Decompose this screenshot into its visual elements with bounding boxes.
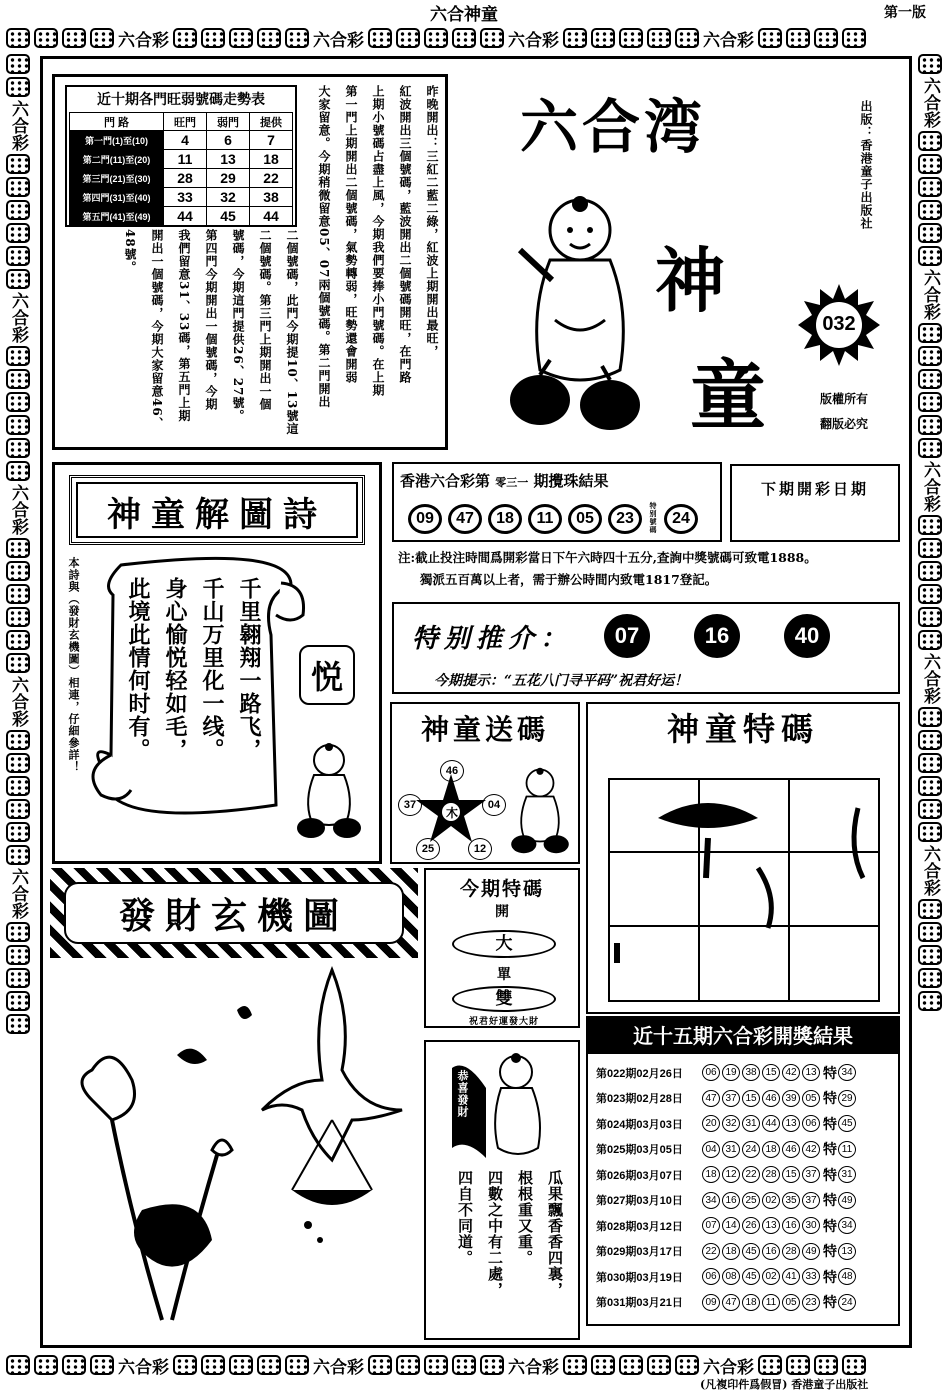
result-special: 11 — [838, 1141, 856, 1158]
draw-title-suffix: 期攪珠結果 — [533, 472, 609, 490]
draw-number: 09 — [408, 504, 442, 534]
result-special: 31 — [838, 1166, 856, 1183]
result-label: 第026期03月07日 — [596, 1169, 683, 1182]
analysis-column: 上期小號碼占盡上風，今期我們要捧小門號碼。在上期 — [371, 85, 385, 397]
page-title: 六合神童 — [430, 5, 498, 25]
border-brand: 六合彩 — [920, 461, 940, 512]
rights-line1: 版權所有 — [820, 392, 869, 406]
baby-poem-line: 四自不同道。 — [456, 1170, 474, 1266]
result-number: 32 — [722, 1115, 740, 1132]
result-number: 44 — [762, 1115, 780, 1132]
right-border — [916, 54, 944, 1350]
result-number: 19 — [722, 1064, 740, 1081]
analysis-text-lower — [115, 229, 301, 441]
result-number: 37 — [802, 1166, 820, 1183]
border-brand: 六合彩 — [8, 292, 28, 343]
result-number: 47 — [702, 1090, 720, 1107]
result-number: 11 — [762, 1294, 780, 1311]
analysis-column: 48號。 — [123, 229, 137, 274]
edition-label: 第一版 — [884, 5, 926, 21]
result-special-label: 特 — [823, 1064, 837, 1081]
table-row — [596, 1264, 898, 1290]
table-cell: 44 — [164, 207, 207, 226]
star-number: 12 — [468, 838, 492, 860]
border-brand: 六合彩 — [8, 868, 28, 919]
table-cell: 29 — [207, 169, 250, 188]
draw-result-title — [400, 470, 609, 491]
draw-number: 05 — [568, 504, 602, 534]
child-illustration — [490, 190, 650, 440]
star-number: 46 — [440, 760, 464, 782]
table-cell: 38 — [250, 188, 293, 207]
result-special-label: 特 — [823, 1268, 837, 1285]
recommend-number: 07 — [604, 614, 650, 658]
table-cell: 第二門(11)至(20) — [70, 150, 164, 169]
result-number: 14 — [722, 1217, 740, 1234]
trend-table — [69, 112, 293, 226]
border-brand: 六合彩 — [508, 30, 559, 51]
baby-poem-line: 瓜果飄香香四裏， — [546, 1170, 564, 1298]
result-number: 16 — [762, 1243, 780, 1260]
border-brand: 六合彩 — [920, 845, 940, 896]
result-label: 第029期03月17日 — [596, 1246, 683, 1259]
recommend-title: 特别推介： — [412, 624, 573, 654]
result-label: 第025期03月05日 — [596, 1144, 683, 1157]
column-header: 弱門 — [207, 113, 250, 131]
result-special-label: 特 — [823, 1217, 837, 1234]
poem-box — [52, 462, 382, 864]
poem-line: 千里翱翔一路飞， — [236, 577, 262, 761]
result-number: 22 — [702, 1243, 720, 1260]
result-number: 06 — [802, 1115, 820, 1132]
results-title: 近十五期六合彩開獎結果 — [588, 1018, 898, 1054]
today-big-oval — [452, 930, 556, 958]
result-number: 02 — [762, 1192, 780, 1209]
table-row — [596, 1111, 898, 1137]
border-brand: 六合彩 — [508, 1357, 559, 1378]
poem-badge — [299, 645, 355, 705]
table-cell: 11 — [164, 150, 207, 169]
notice-line2: 獨派五百萬以上者，需于辦公時間内致電1817登記。 — [420, 572, 718, 587]
result-label: 第030期03月19日 — [596, 1271, 683, 1284]
result-number: 08 — [722, 1268, 740, 1285]
result-number: 42 — [802, 1141, 820, 1158]
baby-poem-line: 四數之中有二處， — [486, 1170, 504, 1298]
draw-result-box — [392, 462, 722, 542]
result-special-label: 特 — [823, 1115, 837, 1132]
poem-line: 身心愉悦轻如毛， — [162, 577, 188, 761]
table-row — [596, 1213, 898, 1239]
analysis-column: 二個號碼，此門今期提10、13號這 — [285, 229, 299, 436]
result-number: 05 — [782, 1294, 800, 1311]
table-cell: 22 — [250, 169, 293, 188]
result-number: 18 — [742, 1294, 760, 1311]
draw-title-prefix: 香港六合彩第 — [400, 472, 491, 490]
result-number: 06 — [702, 1268, 720, 1285]
result-number: 04 — [702, 1141, 720, 1158]
result-number: 15 — [742, 1090, 760, 1107]
analysis-column: 紅波開出三個號碼，藍波開出二個號碼開旺，在門路 — [398, 85, 412, 384]
result-number: 13 — [762, 1217, 780, 1234]
border-brand: 六合彩 — [703, 1357, 754, 1378]
result-number: 20 — [702, 1115, 720, 1132]
result-number: 31 — [742, 1115, 760, 1132]
analysis-column: 第一門上期開出二個號碼，氣勢轉弱，旺勢還會開弱 — [344, 85, 358, 384]
special-label: 特别號碼 — [649, 502, 658, 534]
draw-issue: 零三一 — [495, 476, 529, 489]
result-special: 34 — [838, 1064, 856, 1081]
table-row — [596, 1060, 898, 1086]
table-cell: 第四門(31)至(40) — [70, 188, 164, 207]
border-brand: 六合彩 — [313, 30, 364, 51]
result-number: 22 — [742, 1166, 760, 1183]
star-center: 木 — [445, 806, 458, 820]
analysis-text-upper — [303, 85, 441, 440]
result-number: 07 — [702, 1217, 720, 1234]
result-label: 第023期02月28日 — [596, 1093, 683, 1106]
top-border — [6, 24, 941, 52]
border-brand: 六合彩 — [920, 653, 940, 704]
poem-line: 此境此情何时有。 — [125, 577, 151, 761]
result-number: 02 — [762, 1268, 780, 1285]
special-number: 24 — [664, 504, 698, 534]
result-number: 18 — [722, 1243, 740, 1260]
table-row — [596, 1290, 898, 1316]
result-special: 49 — [838, 1192, 856, 1209]
today-big: 大 — [495, 934, 513, 954]
table-cell: 44 — [250, 207, 293, 226]
draw-number: 47 — [448, 504, 482, 534]
border-brand: 六合彩 — [313, 1357, 364, 1378]
result-number: 12 — [722, 1166, 740, 1183]
sending-title: 神童送碼 — [420, 713, 549, 746]
recommend-tip: 今期提示：“五花八门寻平码”祝君好运！ — [434, 673, 689, 689]
footer-note: (凡複印件爲假冒) 香港童子出版社 — [700, 1378, 869, 1391]
table-cell: 第五門(41)至(49) — [70, 207, 164, 226]
today-wish: 祝君好運發大財 — [468, 1017, 539, 1027]
result-number: 18 — [762, 1141, 780, 1158]
result-number: 35 — [782, 1192, 800, 1209]
table-cell: 32 — [207, 188, 250, 207]
today-double-oval — [452, 986, 556, 1012]
today-special-title: 今期特碼 — [459, 878, 544, 900]
special-code-title: 神童特碼 — [666, 710, 819, 748]
border-brand: 六合彩 — [920, 269, 940, 320]
table-row — [596, 1239, 898, 1265]
baby-poem-line: 根根重又重。 — [516, 1170, 534, 1266]
star-number: 25 — [416, 838, 440, 860]
result-number: 16 — [722, 1192, 740, 1209]
baby-banner-text: 恭喜發財 — [456, 1070, 469, 1118]
result-special: 45 — [838, 1115, 856, 1132]
result-number: 34 — [702, 1192, 720, 1209]
table-row — [596, 1086, 898, 1112]
result-number: 47 — [722, 1294, 740, 1311]
result-label: 第031期03月21日 — [596, 1297, 683, 1310]
border-brand: 六合彩 — [118, 30, 169, 51]
poem-badge-text: 悦 — [310, 658, 343, 696]
result-number: 37 — [802, 1192, 820, 1209]
table-row — [596, 1137, 898, 1163]
publisher-label: 出版：香港童子出版社 — [859, 100, 873, 230]
analysis-column: 第四門今期開出一個號碼，今期 — [204, 229, 218, 411]
child-small-illustration — [504, 760, 576, 860]
table-row — [596, 1188, 898, 1214]
result-number: 46 — [762, 1090, 780, 1107]
draw-number: 11 — [528, 504, 562, 534]
analysis-column: 開出一個號碼，今期大家留意46、 — [150, 229, 164, 430]
draw-numbers — [408, 502, 698, 536]
analysis-column: 二個號碼。第三門上期開出一個 — [258, 229, 272, 411]
result-number: 28 — [762, 1166, 780, 1183]
table-cell: 33 — [164, 188, 207, 207]
column-header: 門 路 — [70, 113, 164, 131]
result-number: 16 — [782, 1217, 800, 1234]
result-number: 45 — [742, 1243, 760, 1260]
draw-number: 23 — [608, 504, 642, 534]
table-cell: 7 — [250, 131, 293, 150]
result-number: 42 — [782, 1064, 800, 1081]
result-number: 23 — [802, 1294, 820, 1311]
today-special-box — [424, 868, 580, 1028]
table-row — [596, 1162, 898, 1188]
result-special: 29 — [838, 1090, 856, 1107]
border-brand: 六合彩 — [920, 77, 940, 128]
results-list — [588, 1054, 898, 1315]
trend-table-box — [65, 85, 297, 227]
poem-line: 千山万里化一线。 — [199, 577, 225, 761]
result-number: 13 — [802, 1064, 820, 1081]
star-number: 37 — [398, 794, 422, 816]
result-number: 33 — [802, 1268, 820, 1285]
result-number: 24 — [742, 1141, 760, 1158]
table-cell: 45 — [207, 207, 250, 226]
today-double: 雙 — [495, 989, 513, 1009]
analysis-column: 昨晚開出：三紅二藍二綠，紅波上期開出最旺， — [425, 85, 439, 358]
poem-lines — [115, 577, 265, 807]
notice-line1: 注:截止投注時間爲開彩當日下午六時四十五分,查詢中獎號碼可致電1888。 — [398, 550, 817, 565]
brand-logo: 六合湾 — [520, 93, 707, 161]
border-brand: 六合彩 — [8, 676, 28, 727]
trend-table-title: 近十期各門旺弱號碼走勢表 — [97, 92, 265, 108]
poem-title: 神童解圖詩 — [107, 495, 327, 535]
result-special: 34 — [838, 1217, 856, 1234]
result-special-label: 特 — [823, 1141, 837, 1158]
result-label: 第028期03月12日 — [596, 1220, 683, 1233]
result-special-label: 特 — [823, 1192, 837, 1209]
column-header: 提供 — [250, 113, 293, 131]
result-number: 46 — [782, 1141, 800, 1158]
analysis-column: 我們留意31、33碼，第五門上期 — [177, 229, 191, 423]
fortune-illustration — [52, 960, 418, 1340]
result-special-label: 特 — [823, 1090, 837, 1107]
rights-line2: 翻版必究 — [820, 417, 869, 431]
sending-box — [390, 702, 580, 864]
next-draw-title: 下期開彩日期 — [760, 480, 869, 498]
results-box — [586, 1016, 900, 1326]
border-brand: 六合彩 — [8, 100, 28, 151]
border-brand: 六合彩 — [703, 30, 754, 51]
result-number: 41 — [782, 1268, 800, 1285]
poem-side-note: 本詩與（發財玄機圖）相連，仔細參詳！ — [67, 557, 80, 773]
special-code-grid — [608, 778, 880, 1002]
result-number: 30 — [802, 1217, 820, 1234]
result-special-label: 特 — [823, 1166, 837, 1183]
column-header: 旺門 — [164, 113, 207, 131]
table-cell: 第三門(21)至(30) — [70, 169, 164, 188]
table-cell: 18 — [250, 150, 293, 169]
border-brand: 六合彩 — [118, 1357, 169, 1378]
special-code-box — [586, 702, 900, 1014]
fortune-banner — [50, 868, 418, 958]
left-border — [4, 54, 32, 1350]
result-number: 15 — [782, 1166, 800, 1183]
result-number: 31 — [722, 1141, 740, 1158]
result-number: 05 — [802, 1090, 820, 1107]
result-special-label: 特 — [823, 1294, 837, 1311]
result-special: 13 — [838, 1243, 856, 1260]
result-number: 28 — [782, 1243, 800, 1260]
result-number: 06 — [702, 1064, 720, 1081]
result-number: 09 — [702, 1294, 720, 1311]
child-small-illustration — [289, 740, 369, 840]
issue-number: 032 — [822, 313, 856, 335]
result-label: 第022期02月26日 — [596, 1067, 683, 1080]
border-brand: 六合彩 — [8, 484, 28, 535]
recommend-box — [392, 602, 900, 694]
result-number: 13 — [782, 1115, 800, 1132]
today-open-label: 開 — [495, 904, 509, 920]
result-number: 26 — [742, 1217, 760, 1234]
result-number: 39 — [782, 1090, 800, 1107]
result-special: 24 — [838, 1294, 856, 1311]
analysis-box — [52, 74, 448, 450]
result-number: 38 — [742, 1064, 760, 1081]
result-number: 15 — [762, 1064, 780, 1081]
table-cell: 6 — [207, 131, 250, 150]
next-draw-box — [730, 464, 900, 542]
baby-poem-lines — [446, 1170, 566, 1336]
recommend-number: 40 — [784, 614, 830, 658]
result-number: 49 — [802, 1243, 820, 1260]
bottom-border — [6, 1352, 941, 1378]
fortune-title: 發財玄機圖 — [118, 895, 349, 937]
table-cell: 13 — [207, 150, 250, 169]
table-cell: 4 — [164, 131, 207, 150]
result-number: 45 — [742, 1268, 760, 1285]
result-special: 48 — [838, 1268, 856, 1285]
baby-poem-box — [424, 1040, 580, 1340]
brand-logo-tong: 童 — [690, 351, 766, 440]
result-label: 第024期03月03日 — [596, 1118, 683, 1131]
result-special-label: 特 — [823, 1243, 837, 1260]
recommend-number: 16 — [694, 614, 740, 658]
today-odd-even: 單 — [497, 967, 511, 983]
star-number: 04 — [482, 794, 506, 816]
recommend-numbers — [604, 614, 830, 658]
draw-number: 18 — [488, 504, 522, 534]
result-label: 第027期03月10日 — [596, 1195, 683, 1208]
result-number: 37 — [722, 1090, 740, 1107]
analysis-column: 號碼，今期這門提供26、27號。 — [231, 229, 245, 423]
table-cell: 28 — [164, 169, 207, 188]
brand-logo-shen: 神 — [655, 239, 725, 322]
table-cell: 第一門(1)至(10) — [70, 131, 164, 150]
result-number: 25 — [742, 1192, 760, 1209]
analysis-column: 大家留意。今期稍微留意05、07兩個號碼。第二門開出 — [317, 85, 331, 409]
result-number: 18 — [702, 1166, 720, 1183]
